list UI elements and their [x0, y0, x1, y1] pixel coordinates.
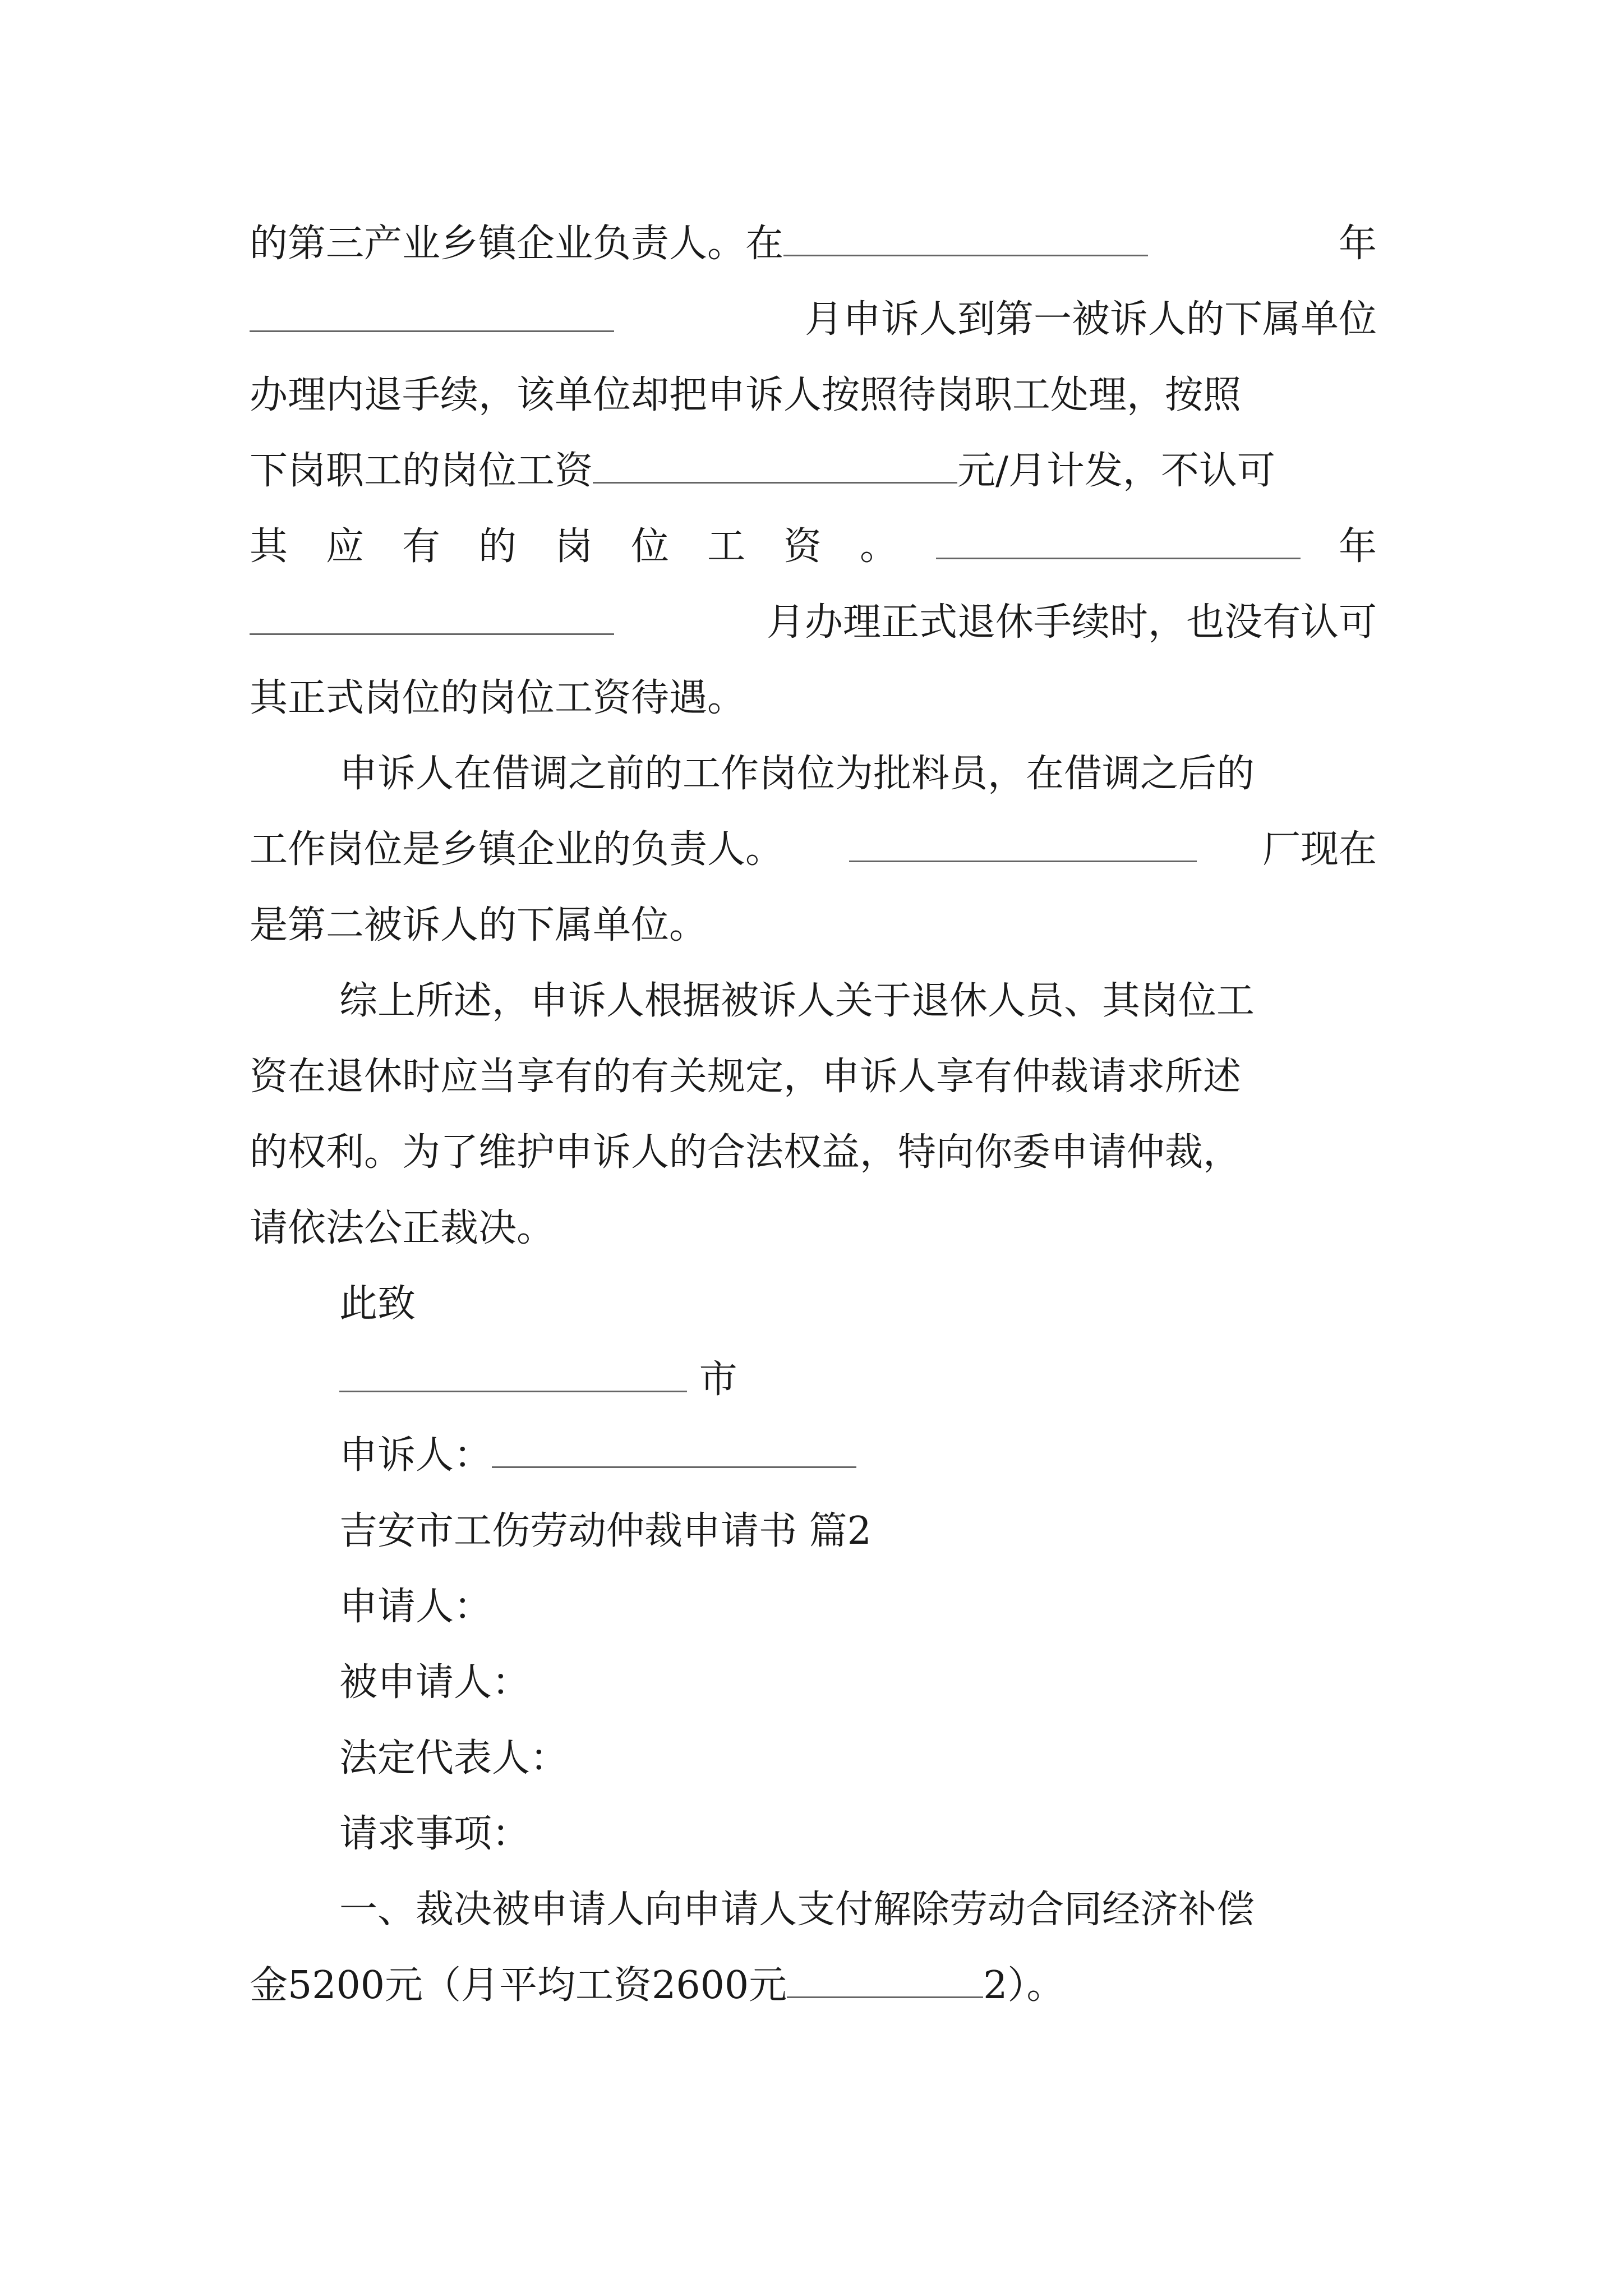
- text-segment: 下岗职工的岗位工资: [250, 449, 593, 493]
- text-char: 位: [631, 524, 670, 569]
- section-title: 吉安市工伤劳动仲裁申请书 篇2: [339, 1509, 872, 1553]
- claims-heading: 请求事项：: [339, 1812, 531, 1856]
- applicant-line: 申请人：: [339, 1585, 492, 1629]
- blank-line: [339, 1356, 687, 1392]
- legal-rep-line: 法定代表人：: [339, 1736, 569, 1780]
- recipient-line: [339, 1352, 1377, 1408]
- text-char: 应: [326, 524, 365, 569]
- text-char: 。: [860, 524, 898, 569]
- blank-line: [250, 599, 614, 635]
- blank-line: [492, 1432, 856, 1468]
- text-line: 一、裁决被申请人向申请人支付解除劳动合同经济补偿: [339, 1888, 1255, 1932]
- text-line: 申诉人在借调之前的工作岗位为批料员，在借调之后的: [339, 752, 1255, 796]
- text-line: [250, 1958, 1377, 2014]
- text-line: 办理内退手续，该单位却把申诉人按照待岗职工处理，按照: [250, 373, 1242, 417]
- text-segment: 2）。: [983, 1963, 1065, 2008]
- text-char: 有: [402, 524, 441, 569]
- text-char: 年: [1338, 524, 1377, 569]
- blank-line: [787, 1962, 983, 1998]
- blank-line: [250, 296, 614, 332]
- text-line: [250, 216, 1377, 272]
- text-char: 资: [783, 524, 822, 569]
- text-line: 其正式岗位的岗位工资待遇。: [250, 676, 746, 720]
- text-segment: 市: [699, 1358, 737, 1402]
- text-segment: 申诉人：: [339, 1433, 492, 1478]
- blank-line: [849, 826, 1197, 862]
- text-segment: 元/月计发，不认可: [957, 449, 1275, 493]
- text-line: 请依法公正裁决。: [250, 1206, 555, 1250]
- text-char: 工: [707, 524, 746, 569]
- text-segment: 厂现在: [1262, 827, 1377, 872]
- text-segment: 年: [1338, 222, 1377, 266]
- text-segment: 月申诉人到第一被诉人的下属单位: [804, 297, 1377, 342]
- text-segment: 的第三产业乡镇企业负责人。在: [250, 222, 784, 266]
- signature-line: [339, 1428, 1377, 1484]
- closing-line: 此致: [339, 1282, 416, 1326]
- text-line: 是第二被诉人的下属单位。: [250, 903, 708, 947]
- respondent-line: 被申请人：: [339, 1660, 531, 1705]
- text-char: 其: [250, 524, 288, 569]
- text-char: 岗: [555, 524, 593, 569]
- blank-line: [936, 523, 1301, 559]
- text-line: 的权利。为了维护申诉人的合法权益，特向你委申请仲裁，: [250, 1130, 1242, 1175]
- blank-line: [783, 220, 1148, 256]
- text-line: [250, 595, 1377, 651]
- text-segment: 工作岗位是乡镇企业的负责人。: [250, 827, 784, 872]
- text-line: 资在退休时应当享有的有关规定，申诉人享有仲裁请求所述: [250, 1055, 1242, 1099]
- text-line: [250, 443, 1377, 499]
- text-line: [250, 292, 1377, 348]
- text-segment: 月办理正式退休手续时，也没有认可: [766, 600, 1377, 645]
- text-line: [250, 822, 1377, 878]
- text-char: 的: [478, 524, 517, 569]
- text-line: [250, 519, 1377, 575]
- blank-line: [593, 447, 957, 484]
- text-line: 综上所述，申诉人根据被诉人关于退休人员、其岗位工: [339, 979, 1255, 1023]
- text-segment: 金5200元（月平均工资2600元: [250, 1963, 787, 2008]
